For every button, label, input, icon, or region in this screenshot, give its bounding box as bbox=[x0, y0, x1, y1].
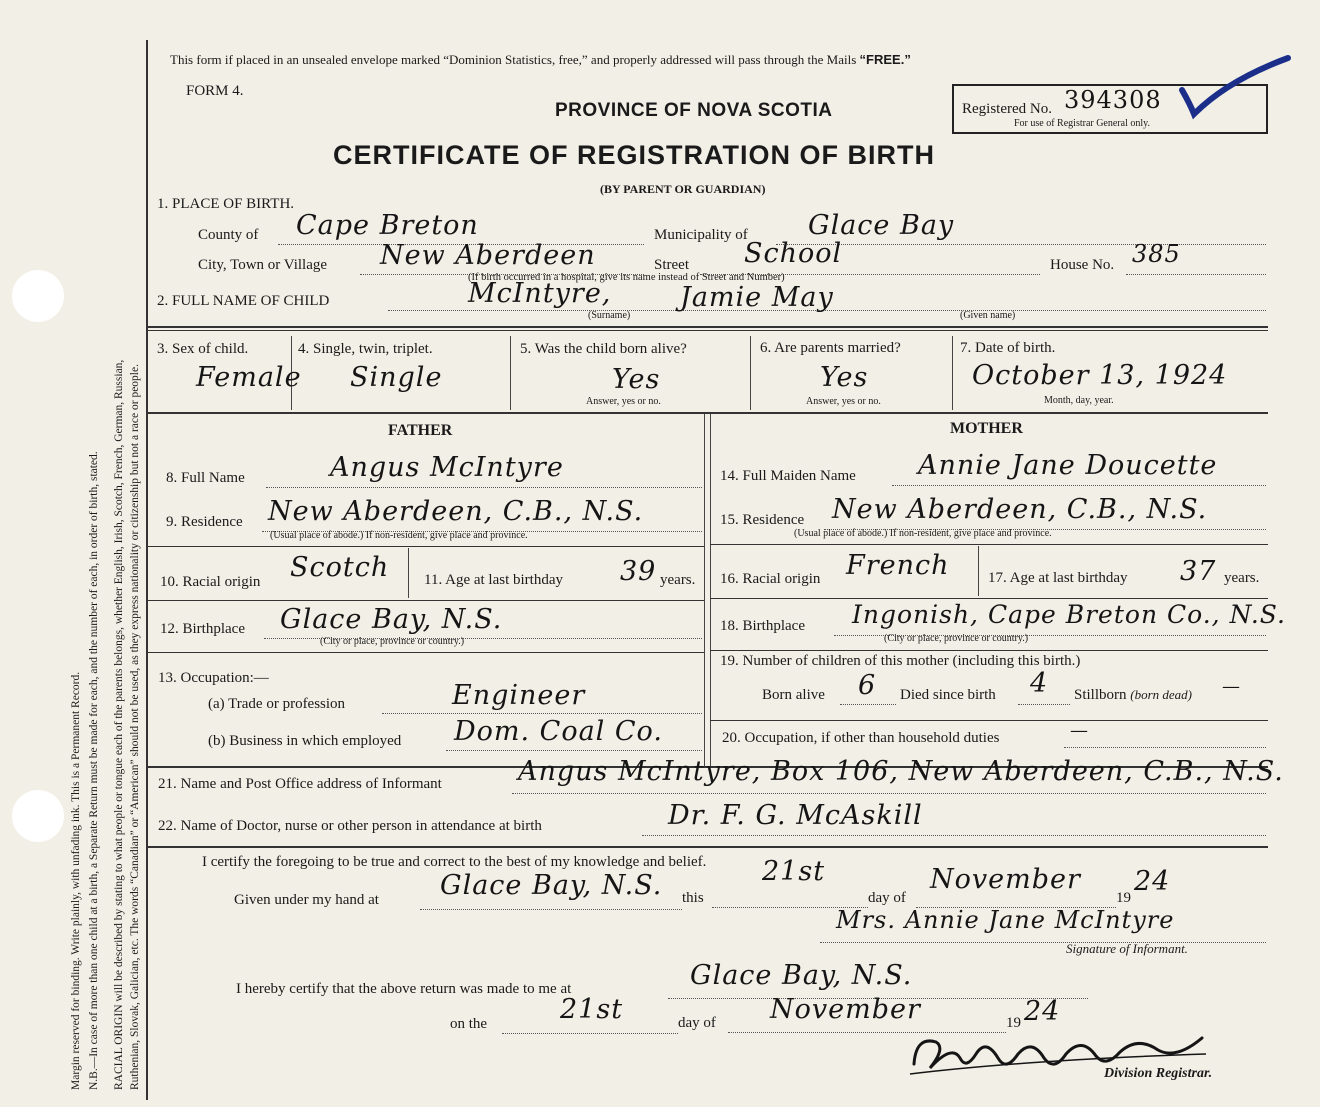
born-alive-value: 6 bbox=[858, 670, 877, 701]
father-birthplace-value: Glace Bay, N.S. bbox=[280, 604, 503, 635]
informant-signature-caption: Signature of Informant. bbox=[1066, 941, 1188, 956]
margin-border bbox=[146, 40, 148, 1100]
plurality-label: 4. Single, twin, triplet. bbox=[298, 341, 433, 357]
born-alive-label: Born alive bbox=[762, 687, 825, 703]
sex-value: Female bbox=[196, 362, 302, 393]
registrar-place-value: Glace Bay, N.S. bbox=[690, 960, 913, 991]
city-label: City, Town or Village bbox=[198, 257, 328, 273]
stillborn-value: — bbox=[1222, 676, 1241, 697]
mother-racial-divider bbox=[978, 546, 979, 596]
father-residence-label: 9. Residence bbox=[166, 514, 243, 530]
mother-residence-caption: (Usual place of abode.) If non-resident, give place and province. bbox=[794, 528, 1052, 539]
rule-4 bbox=[148, 846, 1268, 848]
mother-name-value: Annie Jane Doucette bbox=[918, 450, 1218, 481]
house-value: 385 bbox=[1132, 240, 1181, 268]
died-line bbox=[1018, 704, 1070, 705]
plurality-value: Single bbox=[350, 362, 443, 393]
doctor-value: Dr. F. G. McAskill bbox=[668, 800, 923, 831]
mother-age-value: 37 bbox=[1180, 556, 1217, 587]
province-heading: PROVINCE OF NOVA SCOTIA bbox=[555, 100, 833, 121]
died-label: Died since birth bbox=[900, 687, 996, 703]
father-name-line bbox=[266, 487, 702, 488]
place-of-birth-label: 1. PLACE OF BIRTH. bbox=[157, 196, 295, 212]
registrar-statement: I hereby certify that the above return was made to me at bbox=[236, 981, 572, 997]
father-age-value: 39 bbox=[620, 556, 657, 587]
doctor-line bbox=[642, 835, 1266, 836]
born-alive-line bbox=[840, 704, 896, 705]
mother-rule-c bbox=[710, 650, 1268, 651]
divider-4-5 bbox=[510, 336, 511, 410]
margin-note-multiple-births: N.B.—In case of more than one child at a birth, a Separate Return must be made for each, and the number of each, in order of birth, stated. bbox=[88, 451, 100, 1090]
margin-note-racial-origin-2: Ruthenian, Slovak, Galician, etc. The words “Canadian” or “American” should not be used, as they express nationality or citizenship but not a race or people. bbox=[129, 364, 141, 1090]
father-racial-value: Scotch bbox=[290, 552, 390, 583]
form-number: FORM 4. bbox=[186, 83, 244, 99]
mother-occupation-line bbox=[1064, 747, 1266, 748]
given-day-value: 21st bbox=[762, 856, 826, 887]
margin-note-binding: Margin reserved for binding. Write plainly, with unfading ink. This is a Permanent Record. bbox=[70, 671, 82, 1090]
page-subtitle: (BY PARENT OR GUARDIAN) bbox=[600, 182, 766, 196]
died-value: 4 bbox=[1030, 668, 1049, 699]
mother-occupation-value: — bbox=[1070, 720, 1089, 741]
doctor-label: 22. Name of Doctor, nurse or other person in attendance at birth bbox=[158, 818, 542, 834]
registrar-note: For use of Registrar General only. bbox=[1014, 118, 1150, 129]
parents-divider bbox=[704, 414, 705, 766]
stillborn-label: Stillborn (born dead) bbox=[1074, 687, 1193, 703]
parents-divider-2 bbox=[710, 414, 711, 766]
trade-label: (a) Trade or profession bbox=[208, 696, 346, 712]
informant-line bbox=[512, 793, 1266, 794]
alive-caption: Answer, yes or no. bbox=[586, 396, 661, 407]
city-value: New Aberdeen bbox=[380, 240, 596, 271]
given-year-value: 24 bbox=[1134, 866, 1171, 897]
father-age-label: 11. Age at last birthday bbox=[424, 572, 563, 588]
father-residence-value: New Aberdeen, C.B., N.S. bbox=[268, 496, 644, 527]
certification-statement: I certify the foregoing to be true and correct to the best of my knowledge and belief. bbox=[202, 854, 707, 870]
business-label: (b) Business in which employed bbox=[208, 733, 402, 749]
municipality-label: Municipality of bbox=[654, 227, 748, 243]
mother-rule-b bbox=[710, 598, 1268, 599]
rule-2 bbox=[148, 412, 1268, 414]
child-surname: McIntyre, bbox=[468, 278, 612, 309]
municipality-value: Glace Bay bbox=[808, 210, 955, 241]
given-year-prefix: 19 bbox=[1116, 890, 1131, 906]
married-value: Yes bbox=[820, 362, 869, 393]
alive-value: Yes bbox=[612, 364, 661, 395]
municipality-line bbox=[776, 244, 1266, 245]
trade-value: Engineer bbox=[452, 680, 586, 711]
married-caption: Answer, yes or no. bbox=[806, 396, 881, 407]
registrar-caption: Division Registrar. bbox=[1104, 1066, 1213, 1081]
mother-birthplace-caption: (City or place, province or country.) bbox=[884, 633, 1029, 644]
informant-signature-line bbox=[820, 942, 1266, 943]
informant-signature: Mrs. Annie Jane McIntyre bbox=[836, 906, 1175, 934]
dob-value: October 13, 1924 bbox=[972, 360, 1228, 391]
page-title: CERTIFICATE OF REGISTRATION OF BIRTH bbox=[333, 140, 935, 170]
registrar-on-label: on the bbox=[450, 1016, 488, 1032]
given-place-line bbox=[420, 909, 682, 910]
dob-caption: Month, day, year. bbox=[1044, 395, 1114, 406]
mother-name-line bbox=[892, 485, 1266, 486]
divider-5-6 bbox=[750, 336, 751, 410]
registrar-year-value: 24 bbox=[1024, 996, 1061, 1027]
margin-note-racial-origin: RACIAL ORIGIN will be described by stating to what people or tongue each of the parents belongs, whether English, Irish, Scotch, French, German, Russian, bbox=[113, 359, 125, 1090]
registrar-day-label: day of bbox=[678, 1015, 716, 1031]
father-racial-label: 10. Racial origin bbox=[160, 574, 261, 590]
rule-1 bbox=[148, 326, 1268, 328]
county-value: Cape Breton bbox=[296, 210, 479, 241]
binding-hole-bottom bbox=[12, 790, 64, 842]
mother-name-label: 14. Full Maiden Name bbox=[720, 468, 856, 484]
mother-rule-a bbox=[710, 544, 1268, 545]
occupation-label: 13. Occupation:— bbox=[158, 670, 269, 686]
business-line bbox=[446, 750, 702, 751]
given-label: Given under my hand at bbox=[234, 892, 379, 908]
binding-hole-top bbox=[12, 270, 64, 322]
mother-birthplace-label: 18. Birthplace bbox=[720, 618, 805, 634]
father-rule-b bbox=[148, 600, 704, 601]
children-label: 19. Number of children of this mother (including this birth.) bbox=[720, 653, 1081, 669]
house-label: House No. bbox=[1050, 257, 1115, 273]
dob-label: 7. Date of birth. bbox=[960, 340, 1056, 356]
father-rule-c bbox=[148, 652, 704, 653]
given-day-label: day of bbox=[868, 890, 906, 906]
given-name-caption: (Given name) bbox=[960, 310, 1016, 321]
divider-6-7 bbox=[952, 336, 953, 410]
child-name-label: 2. FULL NAME OF CHILD bbox=[157, 293, 330, 309]
street-value: School bbox=[744, 238, 843, 269]
father-rule-a bbox=[148, 546, 704, 547]
mother-heading: MOTHER bbox=[950, 420, 1023, 437]
mother-racial-value: French bbox=[846, 550, 950, 581]
mail-notice: This form if placed in an unsealed envelope marked “Dominion Statistics, free,” and properly addressed will pass through the Mails “FREE.” bbox=[170, 52, 911, 67]
registrar-day-value: 21st bbox=[560, 994, 624, 1025]
mother-residence-label: 15. Residence bbox=[720, 512, 805, 528]
sex-label: 3. Sex of child. bbox=[157, 341, 249, 357]
alive-label: 5. Was the child born alive? bbox=[520, 341, 687, 357]
father-name-label: 8. Full Name bbox=[166, 470, 245, 486]
father-name-value: Angus McIntyre bbox=[330, 452, 564, 483]
father-birthplace-caption: (City or place, province or country.) bbox=[320, 636, 465, 647]
rule-1b bbox=[148, 330, 1268, 331]
married-label: 6. Are parents married? bbox=[760, 340, 901, 356]
registrar-month-value: November bbox=[770, 994, 921, 1025]
mother-rule-d bbox=[710, 720, 1268, 721]
registered-number: 394308 bbox=[1064, 86, 1162, 114]
mother-residence-value: New Aberdeen, C.B., N.S. bbox=[832, 494, 1208, 525]
surname-caption: (Surname) bbox=[588, 310, 631, 321]
registrar-year-prefix: 19 bbox=[1006, 1015, 1021, 1031]
father-heading: FATHER bbox=[388, 422, 453, 439]
business-value: Dom. Coal Co. bbox=[454, 716, 663, 747]
trade-line bbox=[382, 713, 702, 714]
given-this-label: this bbox=[682, 890, 704, 906]
mother-occupation-label: 20. Occupation, if other than household duties bbox=[722, 730, 1000, 746]
mother-birthplace-value: Ingonish, Cape Breton Co., N.S. bbox=[852, 600, 1286, 629]
father-birthplace-label: 12. Birthplace bbox=[160, 621, 245, 637]
registered-label: Registered No. bbox=[962, 101, 1052, 117]
checkmark-icon bbox=[1178, 52, 1298, 122]
child-given-name: Jamie May bbox=[680, 282, 834, 313]
registrar-day-line bbox=[502, 1033, 678, 1034]
hospital-note: (If birth occurred in a hospital, give its name instead of Street and Number) bbox=[468, 272, 785, 283]
informant-value: Angus McIntyre, Box 106, New Aberdeen, C.B., N.S. bbox=[518, 756, 1284, 787]
informant-label: 21. Name and Post Office address of Informant bbox=[158, 776, 442, 792]
father-age-years: years. bbox=[660, 572, 696, 588]
father-residence-caption: (Usual place of abode.) If non-resident, give place and province. bbox=[270, 530, 528, 541]
given-month-value: November bbox=[930, 864, 1081, 895]
given-place-value: Glace Bay, N.S. bbox=[440, 870, 663, 901]
mother-racial-label: 16. Racial origin bbox=[720, 571, 821, 587]
father-racial-divider bbox=[408, 548, 409, 598]
mother-age-years: years. bbox=[1224, 570, 1260, 586]
street-label: Street bbox=[654, 257, 689, 273]
house-line bbox=[1126, 274, 1266, 275]
county-label: County of bbox=[198, 227, 259, 243]
mother-age-label: 17. Age at last birthday bbox=[988, 570, 1128, 586]
